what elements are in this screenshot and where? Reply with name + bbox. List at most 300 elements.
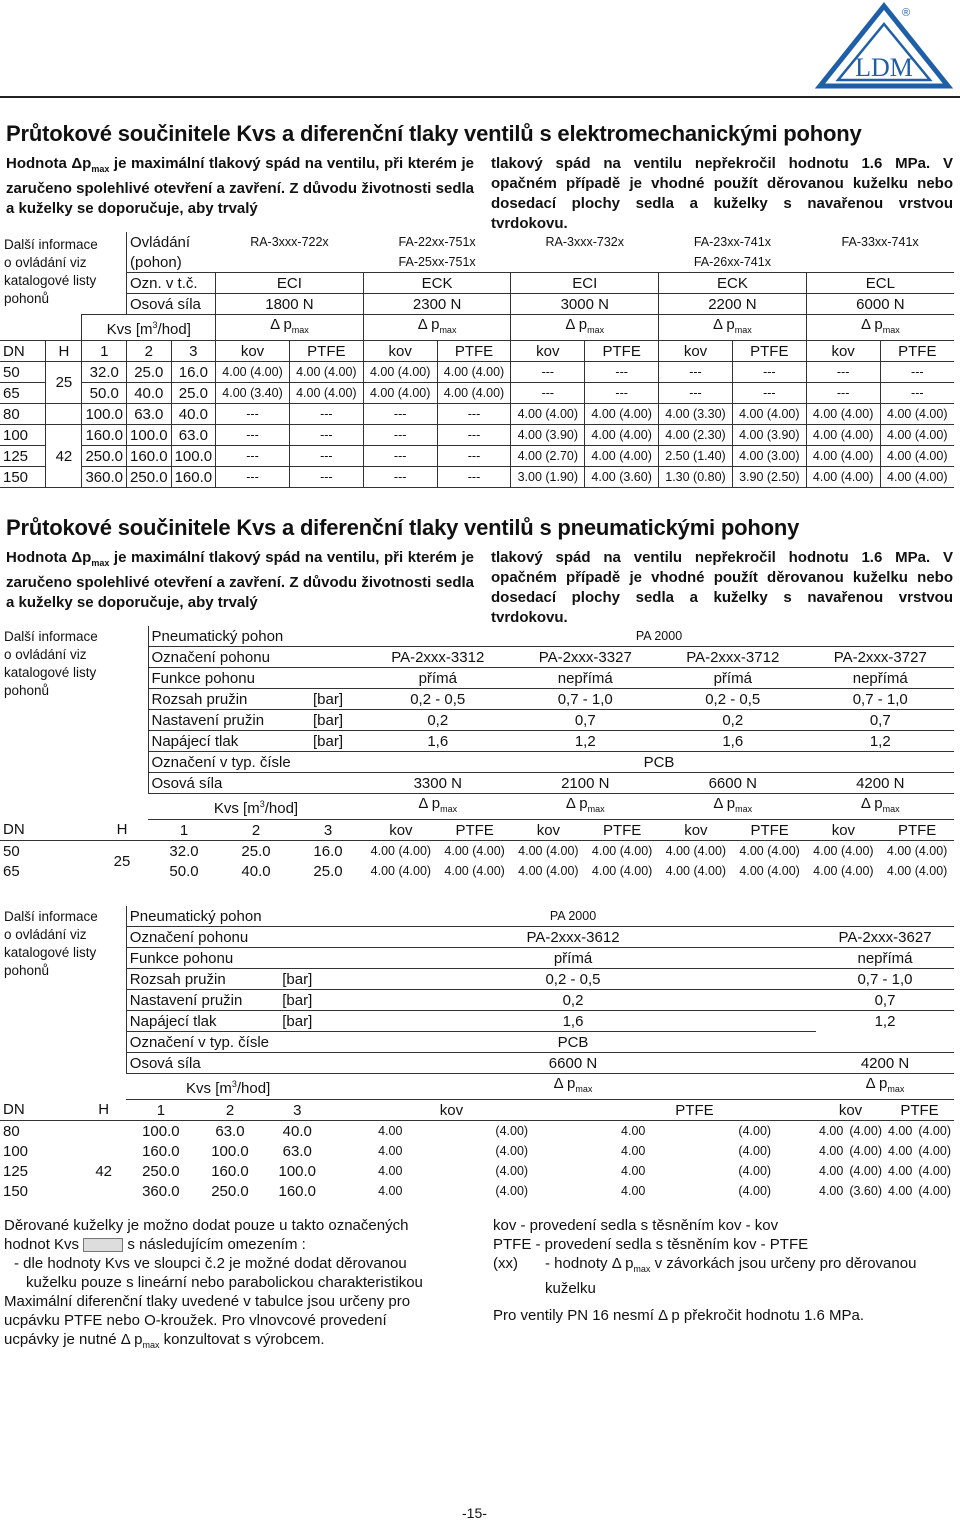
cell: Označení v typ. čísle (126, 1032, 330, 1053)
cell: 50 (3, 842, 20, 860)
cell: 4.00 (4.00) (437, 383, 511, 404)
cell: 4.00 (621, 1143, 646, 1158)
cell: PTFE (732, 341, 806, 362)
cell: 4.00 (4.00) (886, 863, 948, 878)
cell: RA-3xxx-722x (250, 234, 329, 249)
cell (0, 668, 148, 689)
cell: 6600 N (659, 773, 807, 794)
cell: (4.00) (738, 1163, 772, 1178)
cell (0, 689, 148, 710)
cell: 4.00 (2.30) (659, 425, 733, 446)
cell: nepřímá (807, 668, 955, 689)
cell: 1,2 (512, 731, 660, 752)
cell: 0,2 - 0,5 (364, 689, 512, 710)
cell: 3.90 (2.50) (732, 467, 806, 488)
cell: 25.0 (127, 362, 172, 383)
cell: 360.0 (82, 467, 127, 488)
cell: [bar] (265, 1011, 330, 1032)
cell: --- (511, 362, 585, 383)
cell: 3 (265, 1100, 330, 1121)
cell: 4.00 (888, 1183, 913, 1198)
cell: --- (880, 383, 954, 404)
cell: 100.0 (127, 425, 172, 446)
cell: 4.00 (4.00) (739, 843, 800, 858)
cell: [bar] (292, 731, 364, 752)
cell: 1 (82, 341, 127, 362)
cell: 4.00 (4.00) (437, 362, 511, 383)
cell: 4.00 (3.90) (732, 425, 806, 446)
cell: 4.00 (819, 1163, 844, 1178)
cell (0, 710, 148, 731)
cell: 4.00 (3.00) (732, 446, 806, 467)
cell: 16.0 (171, 362, 216, 383)
cell: PTFE (885, 1100, 954, 1121)
cell: (4.00) (495, 1123, 529, 1138)
cell: kov (216, 341, 290, 362)
cell: H (81, 1100, 126, 1121)
cell: 3 (292, 820, 364, 841)
cell: 4.00 (4.00) (886, 843, 948, 858)
cell: kov (659, 820, 733, 841)
cell: Δ $p_{max}$ (364, 794, 512, 820)
cell: kov (659, 341, 733, 362)
side-note-2: Další informace o ovládání viz katalogové listy pohonů (4, 629, 98, 698)
cell: 25.0 (171, 383, 216, 404)
cell: 42 (95, 1162, 113, 1180)
cell: Osová síla (126, 1053, 330, 1074)
cell: ECK (363, 273, 511, 294)
cell: --- (806, 362, 880, 383)
cell: PTFE (585, 820, 659, 841)
cell: nepřímá (816, 948, 954, 969)
cell: ECL (806, 273, 954, 294)
cell: 1,6 (330, 1011, 816, 1032)
cell: Nastavení pružin (126, 990, 264, 1011)
cell: (4.00) (495, 1163, 529, 1178)
cell: 4.00 (4.00) (363, 383, 437, 404)
cell: 4.00 (819, 1123, 844, 1138)
cell: PTFE (573, 1100, 816, 1121)
cell: kov (806, 341, 880, 362)
cell (0, 906, 126, 927)
cell: 6600 N (330, 1053, 816, 1074)
cell: kov (511, 341, 585, 362)
cell: 4.00 (4.00) (880, 425, 954, 446)
cell: --- (363, 425, 437, 446)
cell: 150 (0, 467, 46, 488)
cell: 100 (3, 1142, 29, 1160)
cell: 100.0 (142, 1122, 180, 1140)
cell: Pneumatický pohon (126, 906, 330, 927)
cell: Funkce pohonu (148, 668, 364, 689)
cell: 0,7 (807, 710, 955, 731)
intro-left: Hodnota $\Delta p_{max}$ je maximální tlakový spád na ventilu, při kterém je zaručeno spolehlivé otevření a zavření. Z důvodu životnosti sedla a kuželky se doporučuje, aby trvalý (6, 155, 474, 217)
cell: PA 2000 (549, 908, 597, 923)
side-note: Další informace o ovládání viz katalogové listy pohonů (4, 237, 98, 306)
cell: [bar] (292, 689, 364, 710)
cell: 2 (220, 820, 292, 841)
cell: --- (585, 383, 659, 404)
perforated-marker (83, 1238, 123, 1252)
cell: PTFE (585, 341, 659, 362)
cell: Označení pohonu (148, 647, 364, 668)
cell (0, 294, 127, 315)
cell: Napájecí tlak (126, 1011, 264, 1032)
cell: (4.00) (918, 1123, 951, 1138)
cell: --- (216, 446, 290, 467)
cell: --- (437, 404, 511, 425)
cell: Kvs $[m^3/hod]$ (82, 315, 216, 341)
cell (0, 232, 127, 252)
cell: (4.00) (849, 1163, 882, 1178)
cell: H (96, 820, 148, 841)
cell: PTFE (880, 341, 954, 362)
cell: 4.00 (819, 1143, 844, 1158)
cell: Kvs $[m^3/hod]$ (126, 1074, 330, 1100)
cell: --- (437, 446, 511, 467)
cell: Rozsah pružin (126, 969, 264, 990)
section-title-pneu: Průtokové součinitele Kvs a diferenční tlaky ventilů s pneumatickými pohony (6, 515, 800, 540)
cell: Δ $p_{max}$ (659, 315, 807, 341)
cell: 32.0 (169, 842, 199, 860)
cell: 1,2 (816, 1011, 954, 1032)
cell: --- (289, 467, 363, 488)
cell: [bar] (265, 969, 330, 990)
cell: 42 (46, 425, 82, 488)
cell: 4.00 (888, 1143, 913, 1158)
cell (216, 252, 364, 273)
cell: DN (0, 1100, 81, 1121)
cell: 4.00 (4.00) (813, 843, 874, 858)
cell: 0,7 (816, 990, 954, 1011)
cell: 6000 N (806, 294, 954, 315)
cell (806, 252, 954, 273)
cell (81, 1121, 126, 1142)
cell: 4200 N (816, 1053, 954, 1074)
cell: 4.00 (4.00) (511, 404, 585, 425)
cell: Označení pohonu (126, 927, 330, 948)
cell: --- (585, 362, 659, 383)
cell (0, 731, 148, 752)
intro-left-2: Hodnota $\Delta p_{max}$ je maximální tlakový spád na ventilu, při kterém je zaručeno spolehlivé otevření a zavření. Z důvodu životnosti sedla a kuželky se doporučuje, aby trvalý (6, 549, 474, 611)
cell: --- (216, 467, 290, 488)
cell: 4.00 (3.60) (585, 467, 659, 488)
intro-right-2: tlakový spád na ventilu nepřekročil hodnotu 1.6 MPa. V opačném případě je vhodné použít děrovanou kuželku nebo dosedací plochy sedla a kuželky s navařenou vrstvou tvrdokovu. (491, 549, 953, 626)
cell: 63.0 (215, 1122, 245, 1140)
cell: 4.00 (4.00) (216, 362, 290, 383)
cell: Δ $p_{max}$ (807, 794, 955, 820)
cell: 4.00 (378, 1143, 403, 1158)
cell (0, 990, 126, 1011)
cell: PA-2xxx-3712 (659, 647, 807, 668)
cell: 4.00 (4.00) (518, 843, 579, 858)
page-number: -15- (462, 1505, 487, 1521)
cell: 4.00 (819, 1183, 844, 1198)
cell (511, 252, 659, 273)
cell: PA-2xxx-3312 (364, 647, 512, 668)
cell: 0,2 (330, 990, 816, 1011)
cell: 4.00 (4.00) (585, 404, 659, 425)
cell: (pohon) (127, 252, 216, 273)
cell: 4.00 (4.00) (363, 362, 437, 383)
cell: 65 (3, 862, 20, 880)
cell: 80 (3, 1122, 20, 1140)
cell: 160.0 (142, 1142, 180, 1160)
cell: RA-3xxx-732x (545, 234, 624, 249)
cell: 160.0 (127, 446, 172, 467)
cell: 0,2 - 0,5 (330, 969, 816, 990)
cell: --- (216, 425, 290, 446)
cell: přímá (364, 668, 512, 689)
cell: přímá (330, 948, 816, 969)
cell: 4.00 (4.00) (585, 425, 659, 446)
cell: kov (512, 820, 586, 841)
cell: 4.00 (4.00) (806, 404, 880, 425)
cell: (4.00) (738, 1123, 772, 1138)
cell: 2200 N (659, 294, 807, 315)
cell: PTFE (880, 820, 954, 841)
cell: 0,7 - 1,0 (512, 689, 660, 710)
cell: 4.00 (4.00) (806, 446, 880, 467)
cell: 0,2 (659, 710, 807, 731)
cell (0, 315, 82, 341)
cell: kov (816, 1100, 885, 1121)
cell: PA-2xxx-3327 (512, 647, 660, 668)
cell: 2.50 (1.40) (659, 446, 733, 467)
cell: (4.00) (495, 1143, 529, 1158)
cell: 4.00 (4.00) (732, 404, 806, 425)
cell: přímá (659, 668, 807, 689)
section-title-electro: Průtokové součinitele Kvs a diferenční tlaky ventilů s elektromechanickými pohony (6, 121, 862, 146)
cell: 100 (0, 425, 46, 446)
cell: 40.0 (282, 1122, 312, 1140)
cell: 4.00 (621, 1163, 646, 1178)
cell: 40.0 (241, 862, 271, 880)
cell: kov (364, 820, 438, 841)
cell: 32.0 (82, 362, 127, 383)
cell (0, 752, 148, 773)
pneu-table-1 (0, 626, 954, 881)
cell: 25.0 (241, 842, 271, 860)
cell: 4.00 (4.00) (585, 446, 659, 467)
cell: --- (437, 425, 511, 446)
cell: 4.00 (4.00) (289, 383, 363, 404)
cell: 80 (0, 404, 46, 425)
cell: 0,7 (512, 710, 660, 731)
cell: kov (807, 820, 881, 841)
cell: --- (880, 362, 954, 383)
cell: Napájecí tlak (148, 731, 292, 752)
cell: PTFE (437, 341, 511, 362)
cell: 4.00 (4.00) (289, 362, 363, 383)
cell: PTFE (289, 341, 363, 362)
cell (0, 948, 126, 969)
cell (0, 773, 148, 794)
cell: Pneumatický pohon (148, 626, 364, 647)
cell: (4.00) (918, 1183, 951, 1198)
cell: Kvs $[m^3/hod]$ (148, 794, 364, 820)
cell (0, 626, 148, 647)
cell: kov (363, 341, 437, 362)
cell: 4.00 (4.00) (370, 843, 432, 858)
cell (0, 1053, 126, 1074)
cell: 1,2 (807, 731, 955, 752)
cell: Δ $p_{max}$ (512, 794, 660, 820)
cell: 4.00 (888, 1123, 913, 1138)
cell: 4.00 (4.00) (591, 843, 653, 858)
cell: 4.00 (4.00) (880, 467, 954, 488)
cell: nepřímá (512, 668, 660, 689)
notes-left: Děrované kuželky je možno dodat pouze u takto označených hodnot Kvs s následujícím omezením : - dle hodnoty Kvs ve sloupci č.2 je možné dodat děrovanou kuželku pouze s lineární nebo parabolickou charakteristikou Maximální diferenční tlaky uvedené v tabulce jsou určeny pro ucpávku PTFE nebo O-kroužek. Pro vlnovcové provedení ucpávky je nutné Δ $p_{max}$ konzultovat s výrobcem. (4, 1217, 423, 1350)
cell: [bar] (265, 990, 330, 1011)
cell: PA 2000 (635, 628, 683, 643)
cell: 3300 N (364, 773, 512, 794)
cell: Δ $p_{max}$ (216, 315, 364, 341)
cell: Nastavení pružin (148, 710, 292, 731)
cell (0, 273, 127, 294)
cell (46, 404, 82, 425)
cell: PA-2xxx-3627 (816, 927, 954, 948)
cell: 3 (171, 341, 216, 362)
cell: 0,7 - 1,0 (816, 969, 954, 990)
cell: 1 (126, 1100, 195, 1121)
cell: 1 (148, 820, 220, 841)
cell: ECK (659, 273, 807, 294)
cell: DN (0, 820, 96, 841)
cell: 40.0 (171, 404, 216, 425)
cell: 63.0 (171, 425, 216, 446)
cell: 4.00 (3.40) (216, 383, 290, 404)
cell: ECI (511, 273, 659, 294)
cell: 1.30 (0.80) (659, 467, 733, 488)
cell (0, 1011, 126, 1032)
cell: 3000 N (511, 294, 659, 315)
cell: PA-2xxx-3612 (330, 927, 816, 948)
cell: 4.00 (4.00) (813, 863, 874, 878)
cell: 100.0 (278, 1162, 317, 1180)
cell: --- (732, 383, 806, 404)
cell: (3.60) (849, 1183, 882, 1198)
cell: 125 (0, 446, 46, 467)
cell: Označení v typ. čísle (148, 752, 364, 773)
cell: 25 (46, 362, 82, 404)
svg-text:LDM: LDM (855, 53, 913, 82)
cell: 3.00 (1.90) (511, 467, 585, 488)
cell: --- (511, 383, 585, 404)
cell: 4.00 (4.00) (444, 843, 505, 858)
cell: PTFE (733, 820, 807, 841)
cell: 65 (0, 383, 46, 404)
cell: FA-25xx-751x (398, 254, 476, 269)
cell (0, 1074, 126, 1100)
cell: 4.00 (4.00) (880, 404, 954, 425)
cell: 2 (195, 1100, 264, 1121)
cell: Rozsah pružin (148, 689, 292, 710)
cell: 4.00 (3.30) (659, 404, 733, 425)
cell: --- (363, 404, 437, 425)
cell: 4.00 (621, 1183, 646, 1198)
cell: 150 (3, 1182, 29, 1200)
cell: PTFE (438, 820, 512, 841)
cell: Δ $p_{max}$ (363, 315, 511, 341)
cell: --- (363, 467, 437, 488)
cell: 4.00 (4.00) (739, 863, 800, 878)
cell (0, 647, 148, 668)
cell: 4.00 (4.00) (665, 843, 727, 858)
cell: 63.0 (127, 404, 172, 425)
cell: kov (330, 1100, 573, 1121)
cell: 4.00 (888, 1163, 913, 1178)
cell: Δ $p_{max}$ (816, 1074, 954, 1100)
cell: 250.0 (211, 1182, 249, 1200)
cell: Funkce pohonu (126, 948, 330, 969)
cell: 100.0 (211, 1142, 249, 1160)
cell: --- (659, 383, 733, 404)
cell (0, 969, 126, 990)
cell (0, 252, 127, 273)
cell: 125 (3, 1162, 29, 1180)
cell: Δ $p_{max}$ (330, 1074, 816, 1100)
cell: --- (732, 362, 806, 383)
cell: (4.00) (849, 1123, 882, 1138)
cell: Ovládání (127, 232, 216, 252)
cell: --- (659, 362, 733, 383)
cell: --- (289, 404, 363, 425)
cell (0, 1032, 126, 1053)
cell: 2 (127, 341, 172, 362)
cell: 0,7 - 1,0 (807, 689, 955, 710)
cell (0, 794, 148, 820)
pneu-table-2 (0, 906, 954, 1201)
cell: FA-26xx-741x (693, 254, 771, 269)
cell: 50.0 (82, 383, 127, 404)
cell: 63.0 (282, 1142, 312, 1160)
cell: (4.00) (738, 1183, 772, 1198)
cell: (4.00) (918, 1163, 951, 1178)
cell: 25.0 (313, 862, 343, 880)
cell: 2100 N (512, 773, 660, 794)
cell: 1,6 (659, 731, 807, 752)
svg-text:®: ® (902, 7, 911, 19)
cell: 1,6 (364, 731, 512, 752)
cell: 40.0 (127, 383, 172, 404)
cell: 160.0 (211, 1162, 249, 1180)
cell: 4.00 (4.00) (444, 863, 505, 878)
cell: 100.0 (82, 404, 127, 425)
cell: Osová síla (127, 294, 216, 315)
cell: --- (289, 425, 363, 446)
cell: 0,2 - 0,5 (659, 689, 807, 710)
cell: 4.00 (378, 1123, 403, 1138)
cell: 25 (113, 852, 131, 870)
cell: 4.00 (621, 1123, 646, 1138)
notes-right: kov - provedení sedla s těsněním kov - kov PTFE - provedení sedla s těsněním kov - PTFE (xx) - hodnoty Δ $p_{max}$ v závorkách jsou určeny pro děrovanou kuželku Pro ventily PN 16 nesmí Δ p překročit hodnotu 1.6 MPa. (493, 1217, 917, 1324)
cell: 4.00 (3.90) (511, 425, 585, 446)
cell: --- (363, 446, 437, 467)
cell: 4.00 (378, 1163, 403, 1178)
cell: 2300 N (363, 294, 511, 315)
cell: (4.00) (738, 1143, 772, 1158)
side-note-3: Další informace o ovládání viz katalogové listy pohonů (4, 909, 98, 978)
cell: --- (437, 467, 511, 488)
cell: DN (0, 341, 46, 362)
cell: 160.0 (82, 425, 127, 446)
cell: --- (806, 383, 880, 404)
cell: 16.0 (313, 842, 343, 860)
cell: [bar] (292, 710, 364, 731)
cell: 4.00 (4.00) (591, 863, 653, 878)
cell: --- (216, 404, 290, 425)
